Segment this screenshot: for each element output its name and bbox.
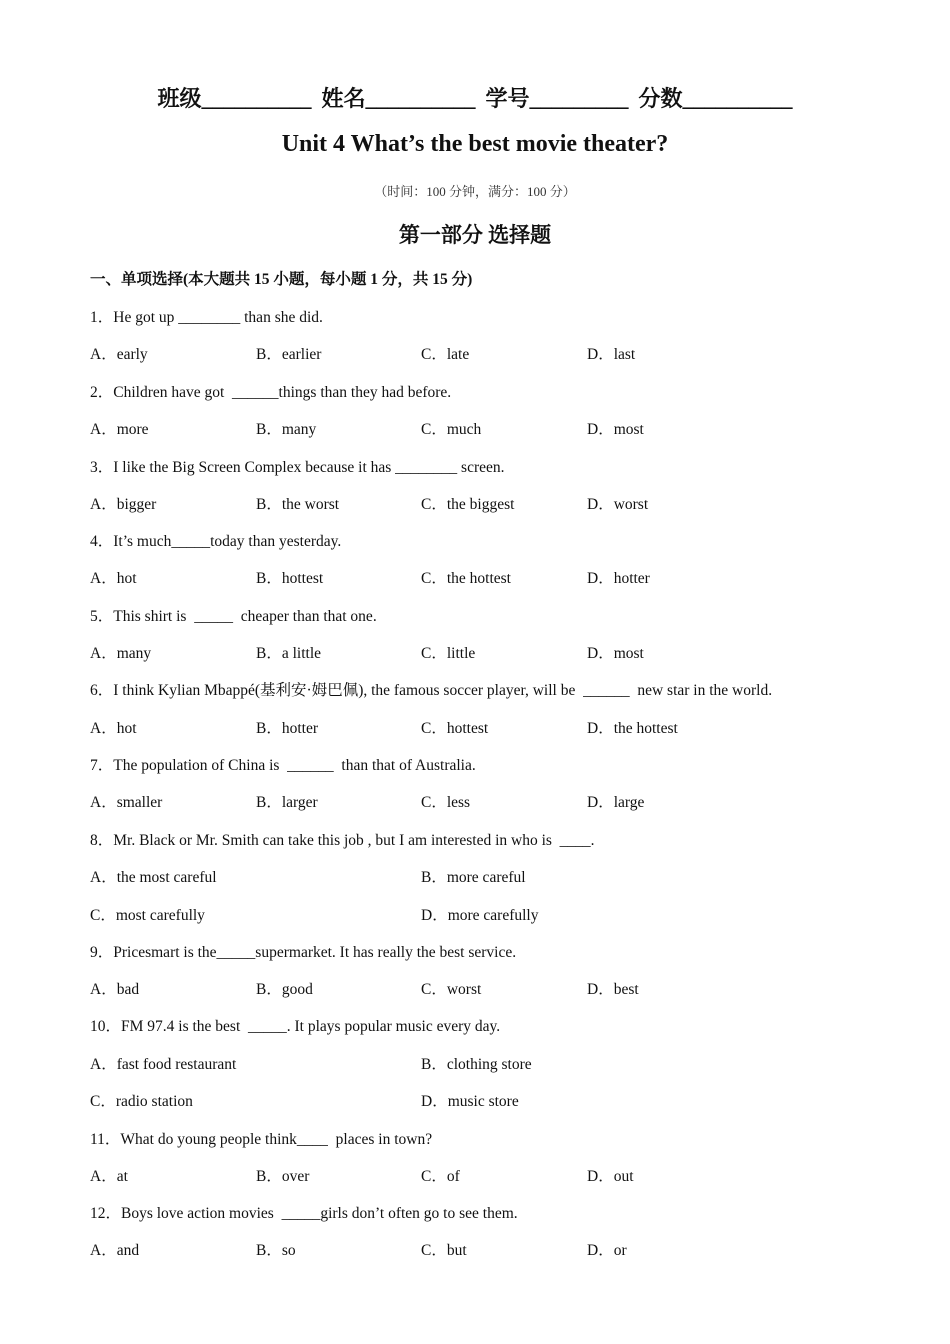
- score-field[interactable]: 分数__________: [638, 86, 793, 111]
- option-b[interactable]: B．more careful: [421, 869, 526, 886]
- question-stem: 11．What do young people think____ places in town?: [90, 1131, 433, 1148]
- option-a[interactable]: A．the most careful: [90, 869, 217, 886]
- option-c[interactable]: C．but: [421, 1242, 467, 1259]
- option-c[interactable]: C．little: [421, 645, 476, 662]
- option-b[interactable]: B．so: [256, 1242, 296, 1259]
- page-title: Unit 4 What’s the best movie theater?: [281, 131, 669, 157]
- option-d[interactable]: D．or: [587, 1242, 627, 1259]
- exam-info: （时间：100 分钟，满分：100 分）: [374, 184, 576, 199]
- option-c[interactable]: C．late: [421, 346, 470, 363]
- option-c[interactable]: C．much: [421, 421, 482, 438]
- option-d[interactable]: D．hotter: [587, 570, 650, 587]
- section-title: 一、单项选择(本大题共 15 小题，每小题 1 分，共 15 分): [90, 271, 473, 288]
- option-d[interactable]: D．music store: [421, 1093, 519, 1110]
- option-d[interactable]: D．the hottest: [587, 720, 678, 737]
- option-a[interactable]: A．bad: [90, 981, 140, 998]
- option-d[interactable]: D．worst: [587, 496, 649, 513]
- option-d[interactable]: D．best: [587, 981, 639, 998]
- option-a[interactable]: A．many: [90, 645, 152, 662]
- option-d[interactable]: D．more carefully: [421, 907, 539, 924]
- option-a[interactable]: A．bigger: [90, 496, 157, 513]
- option-b[interactable]: B．good: [256, 981, 313, 998]
- question-stem: 6．I think Kylian Mbappé(基利安·姆巴佩), the famous soccer player, will be ______ new star in the world.: [90, 682, 773, 699]
- option-a[interactable]: A．hot: [90, 570, 137, 587]
- student-id-field[interactable]: 学号_________: [485, 86, 629, 111]
- option-d[interactable]: D．out: [587, 1168, 634, 1185]
- option-d[interactable]: D．most: [587, 421, 644, 438]
- option-b[interactable]: B．hotter: [256, 720, 318, 737]
- option-a[interactable]: A．more: [90, 421, 149, 438]
- option-d[interactable]: D．last: [587, 346, 636, 363]
- question-stem: 10．FM 97.4 is the best _____. It plays popular music every day.: [90, 1018, 501, 1035]
- option-b[interactable]: B．earlier: [256, 346, 322, 363]
- option-b[interactable]: B．a little: [256, 645, 322, 662]
- option-b[interactable]: B．the worst: [256, 496, 340, 513]
- option-d[interactable]: D．large: [587, 794, 645, 811]
- question-stem: 12．Boys love action movies _____girls don’t often go to see them.: [90, 1205, 518, 1222]
- question-stem: 2．Children have got ______things than they had before.: [90, 384, 452, 401]
- option-a[interactable]: A．early: [90, 346, 148, 363]
- question-stem: 9．Pricesmart is the_____supermarket. It has really the best service.: [90, 944, 517, 961]
- option-c[interactable]: C．of: [421, 1168, 460, 1185]
- student-info-line: [0, 82, 950, 113]
- question-stem: 5．This shirt is _____ cheaper than that one.: [90, 608, 377, 625]
- option-a[interactable]: A．hot: [90, 720, 137, 737]
- option-a[interactable]: A．smaller: [90, 794, 163, 811]
- option-b[interactable]: B．clothing store: [421, 1056, 532, 1073]
- option-c[interactable]: C．worst: [421, 981, 482, 998]
- option-b[interactable]: B．hottest: [256, 570, 324, 587]
- option-b[interactable]: B．larger: [256, 794, 318, 811]
- class-field[interactable]: 班级__________: [157, 86, 312, 111]
- question-stem: 7．The population of China is ______ than that of Australia.: [90, 757, 476, 774]
- option-c[interactable]: C．hottest: [421, 720, 489, 737]
- option-d[interactable]: D．most: [587, 645, 644, 662]
- option-a[interactable]: A．at: [90, 1168, 128, 1185]
- option-c[interactable]: C．the hottest: [421, 570, 511, 587]
- option-a[interactable]: A．and: [90, 1242, 140, 1259]
- option-c[interactable]: C．most carefully: [90, 907, 205, 924]
- question-stem: 1．He got up ________ than she did.: [90, 309, 323, 326]
- part-title: 第一部分 选择题: [398, 223, 552, 247]
- question-stem: 3．I like the Big Screen Complex because it has ________ screen.: [90, 459, 505, 476]
- option-b[interactable]: B．over: [256, 1168, 310, 1185]
- option-c[interactable]: C．the biggest: [421, 496, 515, 513]
- option-c[interactable]: C．radio station: [90, 1093, 193, 1110]
- option-c[interactable]: C．less: [421, 794, 471, 811]
- option-a[interactable]: A．fast food restaurant: [90, 1056, 237, 1073]
- name-field[interactable]: 姓名__________: [321, 86, 476, 111]
- question-stem: 4．It’s much_____today than yesterday.: [90, 533, 342, 550]
- question-stem: 8．Mr. Black or Mr. Smith can take this job , but I am interested in who is ____.: [90, 832, 595, 849]
- option-b[interactable]: B．many: [256, 421, 317, 438]
